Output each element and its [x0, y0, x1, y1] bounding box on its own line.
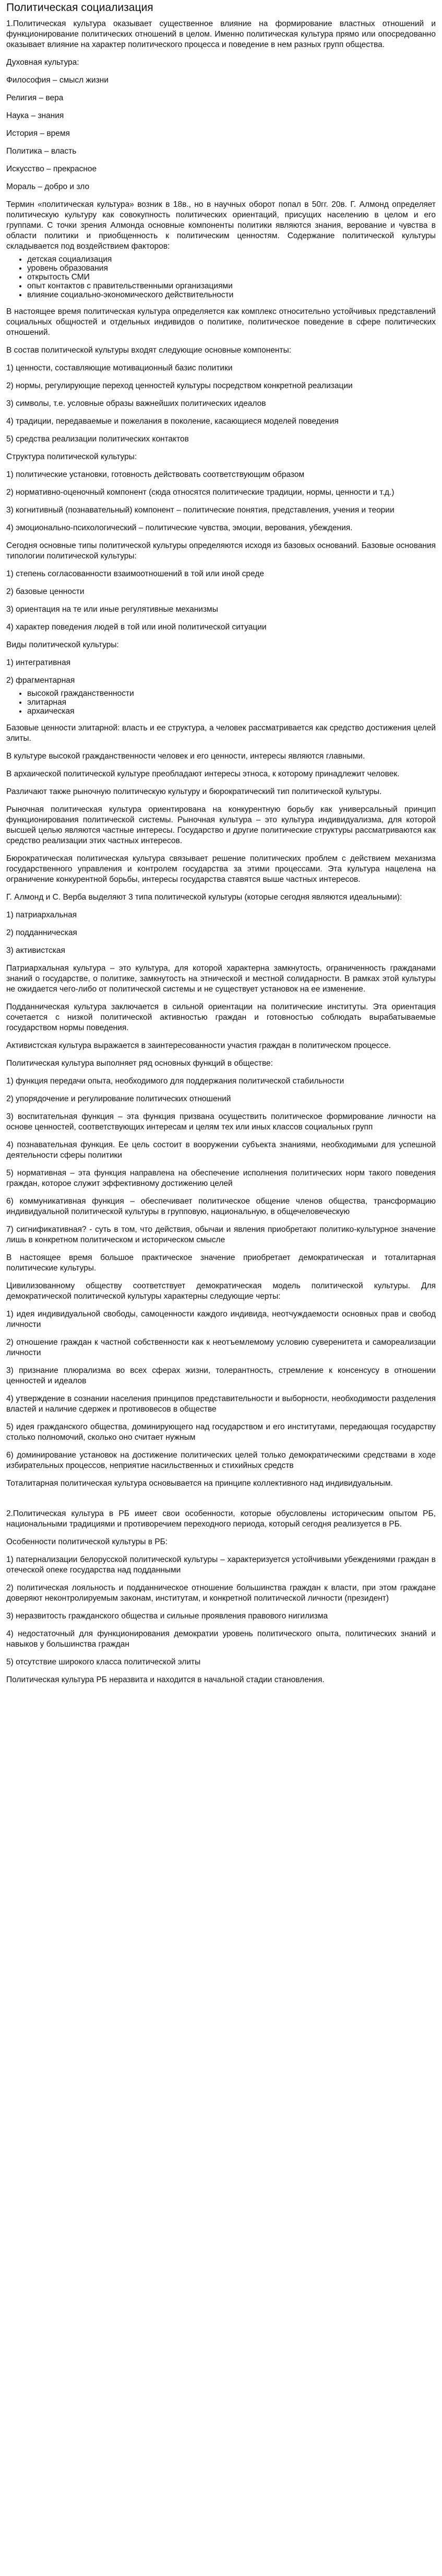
paragraph: 5) отсутствие широкого класса политической элиты — [6, 1658, 201, 1666]
paragraph: 3) признание плюрализма во всех сферах жизни, толерантность, стремление к консенсусу в отношении ценностей и идеалов — [6, 1366, 436, 1385]
bullet-list — [6, 689, 436, 716]
paragraph: 3) ориентация на те или иные регулятивные механизмы — [6, 605, 218, 614]
paragraph: 2) упорядочение и регулирование политических отношений — [6, 1094, 231, 1103]
paragraph: 2) отношение граждан к частной собственности как к неотъемлемому условию суверенитета и самореализации личности — [6, 1338, 436, 1357]
paragraph: Религия – вера — [6, 94, 64, 102]
paragraph: 4) традиции, передаваемые и пожелания в поколение, касающиеся моделей поведения — [6, 417, 339, 426]
paragraph: 5) идея гражданского общества, доминирующего над государством и его институтами, передающая государству столько полномочий, сколько оно считает нужным — [6, 1423, 436, 1442]
paragraph: В настоящее время большое практическое значение приобретает демократическая и тоталитарная политические культуры. — [6, 1253, 436, 1273]
paragraph: Виды политической культуры: — [6, 640, 119, 649]
paragraph: 4) эмоционально-психологический – политические чувства, эмоции, верования, убеждения. — [6, 523, 353, 532]
paragraph: 1) патриархальная — [6, 911, 77, 919]
list-item: • уровень образования — [27, 264, 436, 273]
section-spacer — [6, 1496, 436, 1509]
document-body — [6, 19, 436, 1685]
paragraph: 4) утверждение в сознании населения принципов представительности и выборности, необходимости разделения властей и наличие сдержек и противовесов в обществе — [6, 1394, 436, 1414]
paragraph: 2) подданническая — [6, 928, 77, 937]
paragraph: 6) коммуникативная функция – обеспечивает политическое общение членов общества, трансформацию индивидуальной политической культуры в групповую, национальную, в общечеловеческую — [6, 1197, 436, 1216]
paragraph: Рыночная политическая культура ориентирована на конкурентную борьбу как универсальный принцип функционирования политической системы. Рыночная культура – это культура индивидуализма, для которой высшей целью являются частные интересы. Государство и другие политические структуры рассматриваются как средство реализации этих частных интересов. — [6, 805, 436, 845]
paragraph: 3) символы, т.е. условные образы важнейших политических идеалов — [6, 399, 266, 408]
list-item: • архаическая — [27, 707, 436, 716]
paragraph: Базовые ценности элитарной: власть и ее структура, а человек рассматривается как средство достижения целей элиты. — [6, 724, 436, 743]
paragraph: Мораль – добро и зло — [6, 182, 90, 191]
paragraph: Термин «политическая культура» возник в 18в., но в научных оборот попал в 50гг. 20в. Г. Алмонд определяет политическую культуру как совокупность политических ориентаций, присущих населению в целом и его группами. С точки зрения Алмонда основные компоненты политики являются знания, верование и чувства в области политики и приобщенность к политическим ценностям. Содержание политической культуры складывается под воздействием факторов: — [6, 200, 436, 251]
paragraph: Г. Алмонд и С. Верба выделяют 3 типа политической культуры (которые сегодня являются идеальными): — [6, 893, 402, 902]
paragraph: История – время — [6, 129, 70, 138]
paragraph: Духовная культура: — [6, 58, 79, 67]
paragraph: Особенности политической культуры в РБ: — [6, 1537, 168, 1546]
paragraph: Наука – знания — [6, 111, 64, 120]
paragraph: Патриархальная культура – это культура, для которой характерна замкнутость, ограниченность гражданами знаний о государстве, о политике, замкнутость на этнической и местной солидарности. В рамках этой культуры не ожидается чего-либо от политической системы и не существует установок на ее изменение. — [6, 964, 436, 994]
paragraph: 1) идея индивидуальной свободы, самоценности каждого индивида, неотчуждаемости основных прав и свобод личности — [6, 1310, 436, 1329]
paragraph: 3) активистская — [6, 946, 65, 955]
paragraph: Политическая культура РБ неразвита и находится в начальной стадии становления. — [6, 1675, 325, 1684]
paragraph: 2) нормативно-оценочный компонент (сюда относятся политические традиции, нормы, ценности и т.д.) — [6, 488, 395, 497]
paragraph: 1) степень согласованности взаимоотношений в той или иной среде — [6, 569, 264, 578]
list-item: • влияние социально-экономического действительности — [27, 290, 436, 299]
paragraph: В архаической политической культуре преобладают интересы этноса, к которому принадлежит человек. — [6, 770, 400, 778]
paragraph: 3) воспитательная функция – эта функция призвана осуществить политическое формирование личности на основе ценностей, соответствующих интересам и целям тех или иных классов социальных групп — [6, 1112, 436, 1132]
paragraph: Подданническая культура заключается в сильной ориентации на политические институты. Эта ориентация сочетается с низкой политической активностью граждан и готовностью соблюдать вырабатываемые государством нормы поведения. — [6, 1003, 436, 1032]
list-item: • детская социализация — [27, 255, 436, 264]
paragraph: В культуре высокой гражданственности человек и его ценности, интересы являются главными. — [6, 752, 365, 761]
paragraph: 2) политическая лояльность и подданническое отношение большинства граждан к власти, при этом граждане доверяют неконтролируемым законам, институтам, и конкретной политической личности (президент) — [6, 1583, 436, 1603]
paragraph: Бюрократическая политическая культура связывает решение политических проблем с действием механизма государственного управления и контролем государства за этими процессами. Эта культура нацелена на ограничение конкурентной борьбы, интересы государства ставятся выше частных интересов. — [6, 854, 436, 884]
paragraph: Структура политической культуры: — [6, 452, 137, 461]
paragraph: Активистская культура выражается в заинтересованности участия граждан в политическом процессе. — [6, 1041, 391, 1050]
paragraph: Цивилизованному обществу соответствует демократическая модель политической культуры. Для демократической политической культуры характерны следующие черты: — [6, 1281, 436, 1301]
paragraph: 3) когнитивный (познавательный) компонент – политические понятия, представления, учения и теории — [6, 506, 395, 515]
paragraph: 7) сигнификативная? - суть в том, что действия, обычаи и явления приобретают политико-культурное значение лишь в конкретном политическом и историческом смысле — [6, 1225, 436, 1244]
paragraph: 4) недостаточный для функционирования демократии уровень политического опыта, политических знаний и навыков у большинства граждан — [6, 1629, 436, 1649]
paragraph: Философия – смысл жизни — [6, 76, 109, 85]
list-item: • опыт контактов с правительственными организациями — [27, 282, 436, 290]
paragraph: Различают также рыночную политическую культуру и бюрократический тип политической культуры. — [6, 787, 382, 796]
paragraph: Сегодня основные типы политической культуры определяются исходя из базовых оснований. Базовые основания типологии политической культуры: — [6, 541, 436, 561]
paragraph: 4) познавательная функция. Ее цель состоит в вооружении субъекта знаниями, необходимыми для успешной деятельности сферы политики — [6, 1140, 436, 1160]
paragraph: 2) фрагментарная — [6, 676, 75, 685]
paragraph: 1) интегративная — [6, 658, 70, 667]
list-item: • открытость СМИ — [27, 273, 436, 282]
paragraph: 2) нормы, регулирующие переход ценностей культуры посредством конкретной реализации — [6, 381, 353, 390]
paragraph: В настоящее время политическая культура определяется как комплекс относительно устойчивых представлений социальных общностей и отдельных индивидов о политике, политическое поведение в сфере политических отношений. — [6, 307, 436, 337]
paragraph: Политика – власть — [6, 147, 77, 156]
paragraph: 2) базовые ценности — [6, 587, 85, 596]
paragraph: Тоталитарная политическая культура основывается на принципе коллективного над индивидуальным. — [6, 1479, 393, 1488]
paragraph: 1) политические установки, готовность действовать соответствующим образом — [6, 470, 305, 479]
list-item: • высокой гражданственности — [27, 689, 436, 698]
paragraph: 6) доминирование установок на достижение политических целей только демократическими средствами в ходе избирательных процессов, неприятие насильственных и стихийных средств — [6, 1451, 436, 1470]
paragraph: 5) нормативная – эта функция направлена на обеспечение исполнения политических норм такого поведения граждан, которое служит эффективному достижению целей — [6, 1169, 436, 1188]
paragraph: В состав политической культуры входят следующие основные компоненты: — [6, 346, 292, 355]
bullet-list — [6, 255, 436, 299]
paragraph: 1) патернализации белорусской политической культуры – характеризуется устойчивыми убеждениями граждан в отеческой опеке государства над подданными — [6, 1555, 436, 1575]
paragraph: Искусство – прекрасное — [6, 165, 97, 173]
paragraph: 3) неразвитость гражданского общества и сильные проявления правового нигилизма — [6, 1612, 328, 1621]
paragraph: Политическая культура выполняет ряд основных функций в обществе: — [6, 1059, 273, 1068]
paragraph: 1) функция передачи опыта, необходимого для поддержания политической стабильности — [6, 1077, 344, 1086]
page-title: Политическая социализация — [6, 2, 153, 14]
paragraph: 5) средства реализации политических контактов — [6, 435, 189, 444]
paragraph: 1.Политическая культура оказывает существенное влияние на формирование властных отношений и функционирование политических отношений в целом. Именно политическая культура прямо или опосредованно оказывает влияние на характер политического процесса и поведение в нем разных групп общества. — [6, 19, 436, 49]
paragraph: 2.Политическая культура в РБ имеет свои особенности, которые обусловлены историческим опытом РБ, национальными традициями и противоречием переходного периода, который сегодня реализуется в РБ. — [6, 1509, 436, 1529]
paragraph: 4) характер поведения людей в той или иной политической ситуации — [6, 623, 267, 632]
list-item: • элитарная — [27, 698, 436, 707]
paragraph: 1) ценности, составляющие мотивационный базис политики — [6, 364, 233, 372]
